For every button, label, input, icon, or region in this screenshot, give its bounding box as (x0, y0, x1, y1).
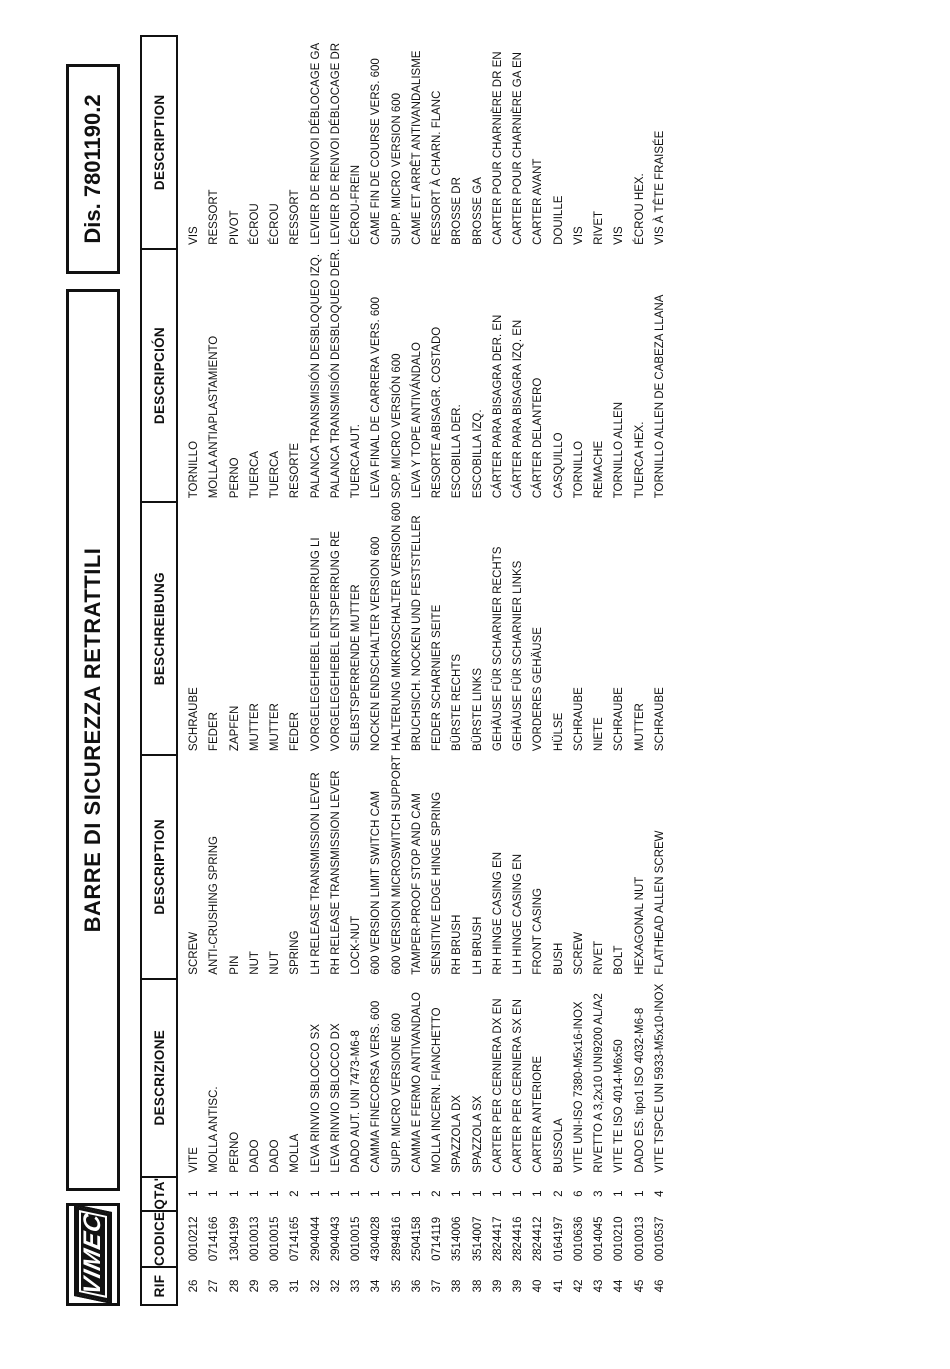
column-header: DESCRIPTION (141, 36, 177, 249)
table-cell: 2 (552, 1190, 565, 1197)
table-cell: SUPP. MICRO VERSIONE 600 (390, 1013, 403, 1173)
table-cell: TUERCA HEX. (633, 421, 646, 499)
table-cell: 0714166 (208, 1216, 221, 1262)
table-cell: 1 (208, 1190, 221, 1197)
parts-table (140, 35, 670, 1306)
table-cell: VIS (613, 226, 626, 245)
table-cell: ÉCROU-FREIN (350, 164, 363, 245)
table-cell: 1 (633, 1190, 646, 1197)
table-cell: BUSSOLA (552, 1118, 565, 1173)
table-cell: VITE TSPCE UNI 5933-M5x10-INOX (653, 983, 666, 1173)
table-cell: FEDER (208, 712, 221, 752)
table-row (609, 36, 629, 1305)
table-cell: 1 (309, 1190, 322, 1197)
table-cell: LEVIER DE RENVOI DÉBLOCAGE GA (309, 42, 322, 245)
table-cell: RH BRUSH (451, 914, 464, 975)
table-cell: SCHRAUBE (188, 687, 201, 752)
table-cell: 31 (289, 1279, 302, 1293)
table-cell: TAMPER-PROOF STOP AND CAM (410, 793, 423, 975)
drawing-number-box (66, 64, 120, 274)
table-cell: CARTER PER CERNIERA DX EN (491, 998, 504, 1173)
table-cell: FEDER (289, 712, 302, 752)
table-cell: SPRING (289, 930, 302, 975)
table-cell: 1 (350, 1190, 363, 1197)
table-row (366, 36, 386, 1305)
table-cell: CÁRTER PARA BISAGRA DER. EN (491, 314, 504, 499)
vimec-logo (74, 1204, 112, 1304)
table-cell: RIVETTO A 3,2x10 UNI9200 AL/A2 (593, 993, 606, 1173)
table-cell: 0010015 (350, 1216, 363, 1262)
column-header: DESCRIZIONE (141, 979, 177, 1177)
table-cell: CÁRTER PARA BISAGRA IZQ. EN (512, 319, 525, 499)
table-row (589, 36, 609, 1305)
table-cell: BRUCHSICH. NOCKEN UND FESTSTELLER (410, 515, 423, 752)
table-row (407, 36, 427, 1305)
table-cell: SCHRAUBE (613, 687, 626, 752)
table-cell: GEHÄUSE FÜR SCHARNIER LINKS (512, 560, 525, 752)
table-cell: NOCKEN ENDSCHALTER VERSION 600 (370, 536, 383, 752)
table-cell: 43 (593, 1279, 606, 1293)
table-cell: BUSH (552, 942, 565, 975)
table-row (488, 36, 508, 1305)
table-cell: MUTTER (633, 703, 646, 752)
table-body (177, 36, 670, 1305)
table-cell: 29 (248, 1279, 261, 1293)
table-cell: 44 (613, 1279, 626, 1293)
table-cell: 35 (390, 1279, 403, 1293)
table-cell: 32 (309, 1279, 322, 1293)
table-cell: VORGELEGEHEBEL ENTSPERRUNG RE (329, 531, 342, 752)
table-cell: PALANCA TRANSMISIÓN DESBLOQUEO IZQ. (309, 253, 322, 499)
table-cell: 0714119 (431, 1216, 444, 1261)
table-row (569, 36, 589, 1305)
table-cell: CARTER PER CERNIERA SX EN (512, 999, 525, 1173)
table-cell: BÜRSTE RECHTS (451, 653, 464, 752)
table-cell: MUTTER (248, 703, 261, 752)
table-cell: 28 (228, 1279, 241, 1293)
table-row (468, 36, 488, 1305)
table-cell: DADO AUT. UNI 7473-M6-8 (350, 1030, 363, 1173)
table-cell: LEVIER DE RENVOI DÉBLOCAGE DR (329, 42, 342, 245)
table-cell: 1304199 (228, 1216, 241, 1262)
table-cell: 38 (471, 1279, 484, 1293)
table-cell: 0014045 (593, 1216, 606, 1262)
table-cell: 1 (370, 1190, 383, 1197)
column-header: DESCRIPCIÓN (141, 249, 177, 502)
table-cell: MOLLA INCERN. FIANCHETTO (431, 1007, 444, 1173)
table-cell: 3514006 (451, 1216, 464, 1262)
table-cell: HEXAGONAL NUT (633, 876, 646, 975)
table-cell: BROSSE GA (471, 177, 484, 245)
table-cell: CARTER POUR CHARNIÈRE DR EN (491, 51, 504, 245)
table-cell: 3514007 (471, 1216, 484, 1262)
table-cell: DADO (248, 1139, 261, 1173)
table-cell: ÉCROU HEX. (633, 173, 646, 245)
table-cell: LEVA FINAL DE CARRERA VERS. 600 (370, 296, 383, 499)
table-cell: SCREW (572, 931, 585, 975)
table-cell: CAMMA E FERMO ANTIVANDALO (410, 992, 423, 1173)
table-cell: BOLT (613, 945, 626, 975)
table-cell: FLATHEAD ALLEN SCREW (653, 830, 666, 975)
table-cell: TORNILLO (572, 440, 585, 499)
table-row (427, 36, 447, 1305)
table-cell: 0164197 (552, 1216, 565, 1262)
table-row (630, 36, 650, 1305)
table-cell: ESCOBILLA IZQ. (471, 409, 484, 499)
table-cell: RESSORT (289, 189, 302, 245)
table-row (447, 36, 467, 1305)
table-cell: VITE TE ISO 4014-M6x50 (613, 1039, 626, 1173)
table-cell: 1 (613, 1190, 626, 1197)
table-cell: CASQUILLO (552, 432, 565, 499)
table-cell: SPAZZOLA SX (471, 1095, 484, 1173)
table-cell: GEHÄUSE FÜR SCHARNIER RECHTS (491, 546, 504, 752)
table-cell: REMACHE (593, 440, 606, 499)
table-cell: 27 (208, 1279, 221, 1293)
table-cell: ÉCROU (269, 203, 282, 245)
table-cell: 2824412 (532, 1216, 545, 1262)
table-cell: 0010013 (248, 1216, 261, 1262)
table-cell: 42 (572, 1279, 585, 1293)
column-header: QTA' (141, 1177, 177, 1211)
table-cell: MOLLA (289, 1133, 302, 1173)
table-cell: TORNILLO (188, 440, 201, 499)
table-cell: NUT (248, 951, 261, 975)
table-row (508, 36, 528, 1305)
table-cell: MUTTER (269, 703, 282, 752)
table-cell: MOLLA ANTISC. (208, 1086, 221, 1173)
table-cell: 2904043 (329, 1216, 342, 1262)
table-cell: VORDERES GEHÄUSE (532, 627, 545, 752)
table-cell: 1 (188, 1190, 201, 1197)
table-cell: VIS À TÊTE FRAISÉE (653, 130, 666, 245)
table-cell: HÜLSE (552, 712, 565, 752)
table-cell: RIVET (593, 940, 606, 975)
table-cell: 1 (390, 1190, 403, 1197)
logo-box (66, 1203, 120, 1306)
table-cell: 39 (491, 1279, 504, 1293)
drawing-number: Dis. 7801190.2 (80, 94, 105, 244)
table-cell: CARTER POUR CHARNIÈRE GA EN (512, 52, 525, 245)
table-cell: LH HINGE CASING EN (512, 853, 525, 975)
table-row (549, 36, 569, 1305)
table-cell: 39 (512, 1279, 525, 1293)
table-header-row (141, 36, 177, 1305)
table-cell: DADO ES. tipo1 ISO 4032-M6-8 (633, 1007, 646, 1173)
table-cell: 2904044 (309, 1216, 322, 1262)
table-cell: 0010013 (633, 1216, 646, 1262)
table-cell: 0010636 (572, 1216, 585, 1262)
table-cell: 0010537 (653, 1216, 666, 1262)
table-cell: CÁRTER DELANTERO (532, 377, 545, 499)
table-cell: 3 (593, 1190, 606, 1197)
table-cell: RIVET (593, 210, 606, 245)
table-cell: 46 (653, 1279, 666, 1293)
table-cell: SELBSTSPERRENDE MUTTER (350, 584, 363, 752)
table-row (306, 36, 326, 1305)
table-cell: 1 (329, 1190, 342, 1197)
table-cell: LEVA Y TOPE ANTIVÁNDALO (410, 342, 423, 499)
table-cell: RESSORT À CHARN. FLANC (431, 90, 444, 245)
table-cell: SENSITIVE EDGE HINGE SPRING (431, 791, 444, 975)
table-cell: 1 (471, 1190, 484, 1197)
table-cell: 2504158 (410, 1216, 423, 1262)
table-cell: TORNILLO ALLEN (613, 401, 626, 499)
table-cell: SCHRAUBE (572, 687, 585, 752)
table-cell: ZAPFEN (228, 705, 241, 752)
table-cell: BROSSE DR (451, 177, 464, 245)
table-cell: BÜRSTE LINKS (471, 668, 484, 752)
table-cell: TUERCA (269, 451, 282, 499)
table-cell: TUERCA AUT. (350, 424, 363, 499)
table-row (387, 36, 407, 1305)
column-header: CODICE (141, 1211, 177, 1267)
column-header: RIF (141, 1267, 177, 1305)
table-cell: LOCK-NUT (350, 915, 363, 975)
title-box (66, 289, 120, 1191)
table-cell: TORNILLO ALLEN DE CABEZA LLANA (653, 294, 666, 499)
table-cell: LH BRUSH (471, 916, 484, 975)
table-cell: ANTI-CRUSHING SPRING (208, 836, 221, 975)
table-cell: 1 (491, 1190, 504, 1197)
table-row (225, 36, 245, 1305)
table-cell: LH RELEASE TRANSMISSION LEVER (309, 772, 322, 975)
table-cell: SPAZZOLA DX (451, 1094, 464, 1173)
table-cell: CARTER AVANT (532, 158, 545, 245)
table-cell: FRONT CASING (532, 888, 545, 975)
table-cell: CAME FIN DE COURSE VERS. 600 (370, 58, 383, 245)
table-cell: 1 (269, 1190, 282, 1197)
table-cell: RESSORT (208, 189, 221, 245)
table-cell: TUERCA (248, 451, 261, 499)
table-cell: 2824416 (512, 1216, 525, 1262)
table-cell: 36 (410, 1279, 423, 1293)
table-cell: PIVOT (228, 210, 241, 245)
table-cell: 4 (653, 1190, 666, 1197)
table-cell: 30 (269, 1279, 282, 1293)
table-cell: 0010210 (613, 1216, 626, 1262)
document-title: BARRE DI SICUREZZA RETRATTILI (80, 547, 105, 933)
table-cell: VITE (188, 1147, 201, 1173)
table-cell: 34 (370, 1279, 383, 1293)
table-cell: PALANCA TRANSMISIÓN DESBLOQUEO DER. (329, 248, 342, 499)
table-cell: 4304028 (370, 1216, 383, 1262)
table-cell: VIS (572, 226, 585, 245)
table-row (204, 36, 224, 1305)
table-cell: PIN (228, 955, 241, 975)
table-cell: SCHRAUBE (653, 687, 666, 752)
table-row (650, 36, 670, 1305)
table-cell: PERNO (228, 457, 241, 499)
table-row (285, 36, 305, 1305)
table-cell: 1 (228, 1190, 241, 1197)
table-cell: CAME ET ARRÊT ANTIVANDALISME (410, 50, 423, 245)
table-cell: 600 VERSION LIMIT SWITCH CAM (370, 790, 383, 975)
table-cell: 45 (633, 1279, 646, 1293)
table-cell: MOLLA ANTIAPLASTAMIENTO (208, 335, 221, 499)
table-row (265, 36, 285, 1305)
table-row (245, 36, 265, 1305)
table-cell: 1 (512, 1190, 525, 1197)
table-cell: 33 (350, 1279, 363, 1293)
table-cell: 2 (431, 1190, 444, 1197)
table-cell: 1 (532, 1190, 545, 1197)
table-cell: 0010015 (269, 1216, 282, 1262)
table-cell: 32 (329, 1279, 342, 1293)
table-row (346, 36, 366, 1305)
table-cell: 1 (248, 1190, 261, 1197)
table-cell: 26 (188, 1279, 201, 1293)
table-cell: 2894816 (390, 1216, 403, 1262)
table-cell: 1 (451, 1190, 464, 1197)
table-cell: NIETE (593, 717, 606, 752)
table-cell: 0714165 (289, 1216, 302, 1262)
table-cell: VIS (188, 226, 201, 245)
table-cell: ÉCROU (248, 203, 261, 245)
table-cell: 0010212 (188, 1216, 201, 1262)
table-cell: 41 (552, 1279, 565, 1293)
logo-text: VIMEC (79, 1211, 106, 1298)
table-cell: RESORTE (289, 442, 302, 499)
column-header: DESCRIPTION (141, 755, 177, 979)
column-header: BESCHREIBUNG (141, 502, 177, 755)
table-cell: CARTER ANTERIORE (532, 1055, 545, 1173)
table-cell: RESORTE ABISAGR. COSTADO (431, 326, 444, 499)
table-cell: PERNO (228, 1131, 241, 1173)
table-row (326, 36, 346, 1305)
table-cell: 37 (431, 1279, 444, 1293)
table-cell: LEVA RINVIO SBLOCCO SX (309, 1023, 322, 1173)
table-cell: 6 (572, 1190, 585, 1197)
table-cell: SOP. MICRO VERSIÓN 600 (390, 353, 403, 499)
table-cell: NUT (269, 951, 282, 975)
table-cell: HALTERUNG MIKROSCHALTER VERSION 600 (390, 502, 403, 752)
table-cell: VORGELEGEHEBEL ENTSPERRUNG LI (309, 537, 322, 752)
table-cell: 40 (532, 1279, 545, 1293)
table-cell: CAMMA FINECORSA VERS. 600 (370, 1000, 383, 1173)
table-cell: 2 (289, 1190, 302, 1197)
table-cell: 2824417 (491, 1216, 504, 1262)
table-cell: RH HINGE CASING EN (491, 852, 504, 975)
table-cell: RH RELEASE TRANSMISSION LEVER (329, 770, 342, 975)
table-cell: FEDER SCHARNIER SEITE (431, 604, 444, 752)
table-cell: SCREW (188, 931, 201, 975)
table-cell: VITE UNI-ISO 7380-M5x16-INOX (572, 1001, 585, 1173)
table-cell: DADO (269, 1139, 282, 1173)
table-cell: 600 VERSION MICROSWITCH SUPPORT (390, 755, 403, 975)
table-row (177, 36, 204, 1305)
table-cell: LEVA RINVIO SBLOCCO DX (329, 1023, 342, 1173)
table-cell: 38 (451, 1279, 464, 1293)
table-cell: SUPP. MICRO VERSION 600 (390, 92, 403, 245)
table-row (528, 36, 548, 1305)
table-cell: ESCOBILLA DER. (451, 404, 464, 499)
table-cell: 1 (410, 1190, 423, 1197)
table-cell: DOUILLE (552, 195, 565, 245)
